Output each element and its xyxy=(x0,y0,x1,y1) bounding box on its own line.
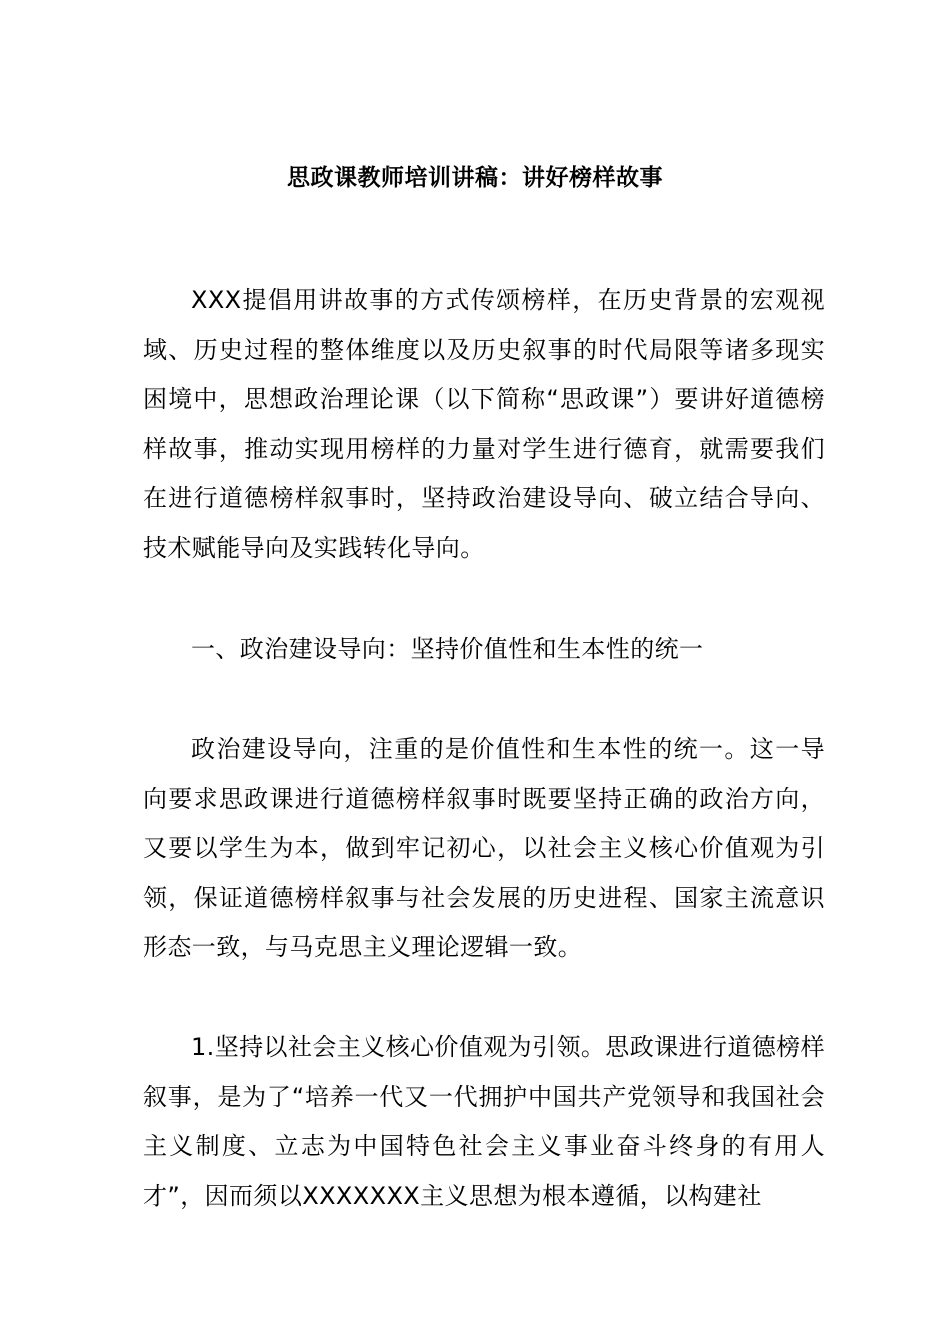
intro-paragraph: XXX提倡用讲故事的方式传颂榜样，在历史背景的宏观视域、历史过程的整体维度以及历史叙事的时代局限等诸多现实困境中，思想政治理论课（以下简称“思政课”）要讲好道德榜样故事，推动实现用榜样的力量对学生进行德育，就需要我们在进行道德榜样叙事时，坚持政治建设导向、破立结合导向、技术赋能导向及实践转化导向。 xyxy=(143,286,825,562)
body-paragraph: 1.坚持以社会主义核心价值观为引领。思政课进行道德榜样叙事，是为了“培养一代又一代拥护中国共产党领导和我国社会主义制度、立志为中国特色社会主义事业奋斗终身的有用人才”，因而须以XXXXXXX主义思想为根本遵循，以构建社 xyxy=(143,1033,825,1210)
section-heading: 一、政治建设导向：坚持价值性和生本性的统一 xyxy=(191,635,704,663)
body-paragraph: 政治建设导向，注重的是价值性和生本性的统一。这一导向要求思政课进行道德榜样叙事时既要坚持正确的政治方向，又要以学生为本，做到牢记初心，以社会主义核心价值观为引领，保证道德榜样叙事与社会发展的历史进程、国家主流意识形态一致，与马克思主义理论逻辑一致。 xyxy=(143,735,825,962)
document-title: 思政课教师培训讲稿：讲好榜样故事 xyxy=(287,165,663,191)
